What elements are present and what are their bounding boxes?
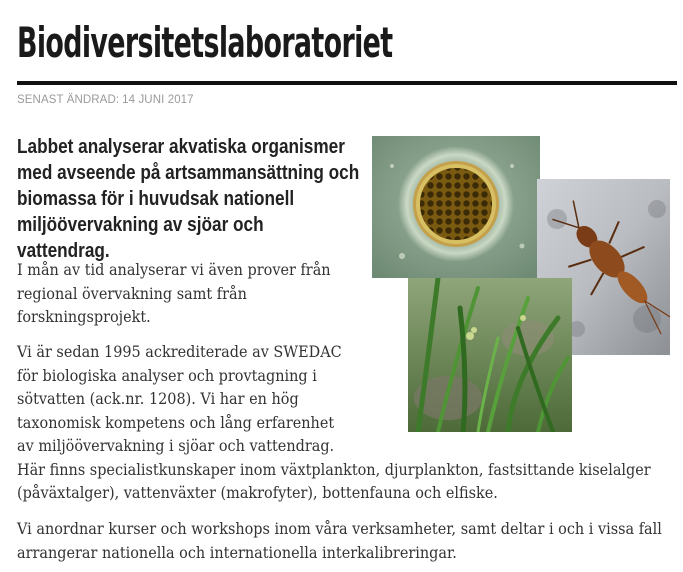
- paragraph-line: sötvatten (ack.nr. 1208). Vi har en hög: [17, 390, 299, 408]
- paragraph-regional-monitoring: I mån av tid analyserar vi även prover från regional övervakning samt från forskningsprojekt.: [17, 261, 331, 326]
- article: [17, 0, 677, 562]
- last-modified-label: SENAST ÄNDRAD:: [17, 94, 120, 106]
- phytoplankton-colony-image: [372, 136, 540, 278]
- paragraph-line: (påväxtalger), vattenväxter (makrofyter), bottenfauna och elfiske.: [17, 484, 498, 502]
- title-divider: [17, 81, 677, 85]
- paragraph-line: Här finns specialistkunskaper inom växtplankton, djurplankton, fastsittande kiselalger: [17, 460, 651, 479]
- article-lead: Labbet analyserar akvatiska organismer med avseende på artsammansättning och biomassa för i huvudsak nationell miljöövervakning av sjöar och vattendrag.: [17, 136, 360, 262]
- page-title: Biodiversitetslaboratoriet: [17, 18, 393, 67]
- paragraph-line: taxonomisk kompetens och lång erfarenhet: [17, 413, 335, 432]
- paragraph-line: av miljöövervakning i sjöar och vattendrag.: [17, 437, 335, 455]
- paragraph-courses: Vi anordnar kurser och workshops inom våra verksamheter, samt deltar i och i vissa fall arrangerar nationella och internationella interkalibreringar.: [17, 520, 662, 562]
- paragraph-line: Vi är sedan 1995 ackrediterade av SWEDAC: [17, 343, 342, 361]
- aquatic-plants-image: [408, 278, 572, 432]
- last-modified-date: 14 JUNI 2017: [122, 94, 194, 106]
- paragraph-line: för biologiska analyser och provtagning i: [17, 366, 317, 385]
- image-collage: [372, 136, 670, 432]
- last-modified: [17, 94, 194, 106]
